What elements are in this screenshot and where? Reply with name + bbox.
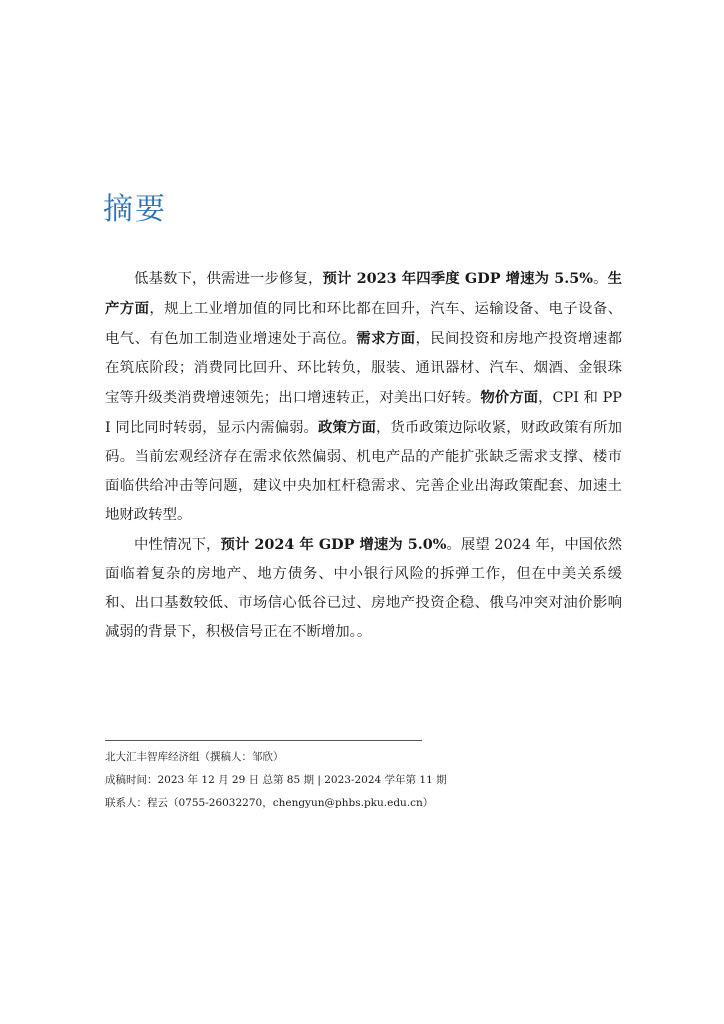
abstract-paragraph-1 bbox=[105, 264, 622, 530]
footnote bbox=[105, 746, 447, 815]
heading-demand: 需求方面 bbox=[356, 330, 416, 347]
abstract-body bbox=[105, 264, 622, 647]
text-segment: ，CPI 和 PPI 同比同时转弱，显示内需偏弱。 bbox=[105, 390, 622, 436]
heading-policy: 政策方面 bbox=[318, 419, 376, 436]
footnote-author: 北大汇丰智库经济组（撰稿人：邹欣） bbox=[105, 751, 284, 763]
heading-prices: 物价方面 bbox=[480, 389, 539, 406]
text-segment: 。 bbox=[592, 271, 608, 287]
highlight-gdp-2024: 预计 2024 年 GDP 增速为 5.0% bbox=[220, 536, 447, 553]
text-segment: 。展望 2024 年，中国依然面临着复杂的房地产、地方债务、中小银行风险的拆弹工作，但在中美关系缓和、出口基数较低、市场信心低谷已过、房地产投资企稳、俄乌冲突对油价影响减弱的背景下，积极信号正在不断增加。。 bbox=[105, 537, 622, 640]
text-segment: ，规上工业增加值的同比和环比都在回升，汽车、运输设备、电子设备、电气、有色加工制造业增速处于高位。 bbox=[105, 301, 622, 347]
footnote-contact: 联系人：程云（0755-26032270，chengyun@phbs.pku.edu.cn） bbox=[105, 797, 434, 809]
footnote-date-issue: 成稿时间：2023 年 12 月 29 日 总第 85 期 | 2023-2024 学年第 11 期 bbox=[105, 774, 447, 786]
abstract-paragraph-2 bbox=[105, 530, 622, 647]
text-segment: ，货币政策边际收紧，财政政策有所加码。当前宏观经济存在需求依然偏弱、机电产品的产能扩张缺乏需求支撑、楼市面临供给冲击等问题，建议中央加杠杆稳需求、完善企业出海政策配套、加速土地财政转型。 bbox=[105, 420, 622, 523]
heading-production: 生产方面 bbox=[105, 270, 622, 317]
page-title: 摘要 bbox=[103, 192, 167, 227]
text-segment: 中性情况下， bbox=[134, 537, 221, 553]
highlight-gdp-2023q4: 预计 2023 年四季度 GDP 增速为 5.5% bbox=[322, 270, 593, 287]
text-segment: 低基数下，供需进一步修复， bbox=[134, 271, 323, 287]
text-segment: ，民间投资和房地产投资增速都在筑底阶段；消费同比回升、环比转负，服装、通讯器材、汽车、烟酒、金银珠宝等升级类消费增速领先；出口增速转正，对美出口好转。 bbox=[105, 331, 622, 406]
footnote-divider bbox=[105, 740, 422, 741]
